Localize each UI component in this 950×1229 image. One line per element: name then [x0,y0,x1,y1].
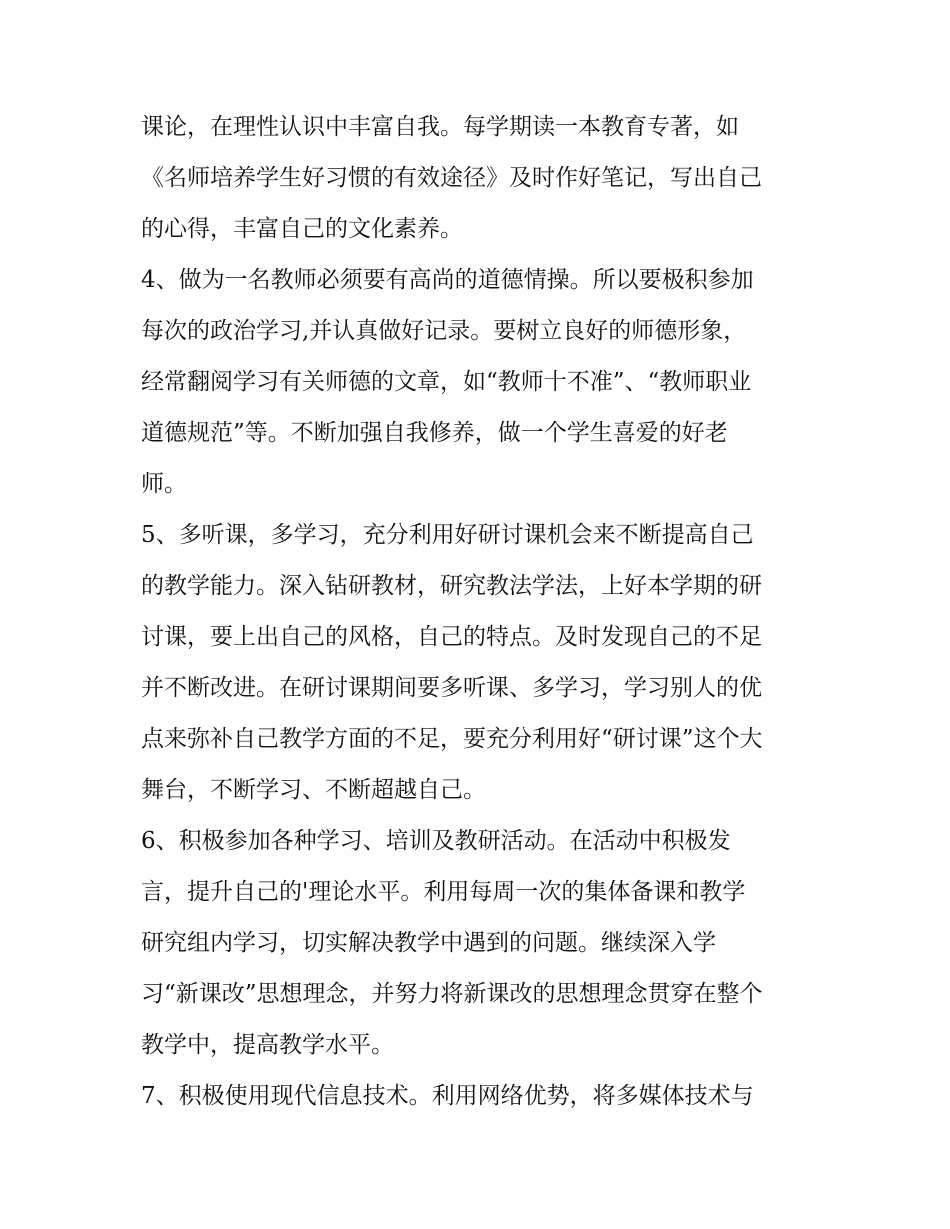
text-line: 6、积极参加各种学习、培训及教研活动。在活动中积极发 [141,828,731,854]
text-line: 4、做为一名教师必须要有高尚的道德情操。所以要极积参加 [141,267,754,293]
text-line: 师。 [141,471,187,497]
text-line: 并不断改进。在研讨课期间要多听课、多学习，学习别人的优 [141,675,762,701]
text-line: 课论，在理性认识中丰富自我。每学期读一本教育专著，如 [141,114,739,140]
text-line: 研究组内学习，切实解决教学中遇到的问题。继续深入学 [141,930,716,956]
body-text [141,102,821,1122]
text-line: 的教学能力。深入钻研教材，研究教法学法，上好本学期的研 [141,573,762,599]
text-line: 言，提升自己的'理论水平。利用每周一次的集体备课和教学 [141,879,746,905]
text-line: 讨课，要上出自己的风格，自己的特点。及时发现自己的不足 [141,624,762,650]
text-line: 的心得，丰富自己的文化素养。 [141,216,463,242]
text-line: 舞台，不断学习、不断超越自己。 [141,777,486,803]
text-line: 道德规范”等。不断加强自我修养，做一个学生喜爱的好老 [141,420,728,446]
text-line: 7、积极使用现代信息技术。利用网络优势，将多媒体技术与 [141,1083,754,1109]
text-line: 每次的政治学习,并认真做好记录。要树立良好的师德形象， [141,318,747,344]
text-line: 点来弥补自己教学方面的不足，要充分利用好“研讨课”这个大 [141,726,763,752]
text-line: 《名师培养学生好习惯的有效途径》及时作好笔记，写出自己 [141,165,762,191]
text-line: 习“新课改”思想理念，并努力将新课改的思想理念贯穿在整个 [141,981,763,1007]
text-line: 经常翻阅学习有关师德的文章，如“教师十不准”、“教师职业 [141,369,752,395]
text-line: 教学中，提高教学水平。 [141,1032,394,1058]
text-line: 5、多听课，多学习，充分利用好研讨课机会来不断提高自己 [141,522,754,548]
